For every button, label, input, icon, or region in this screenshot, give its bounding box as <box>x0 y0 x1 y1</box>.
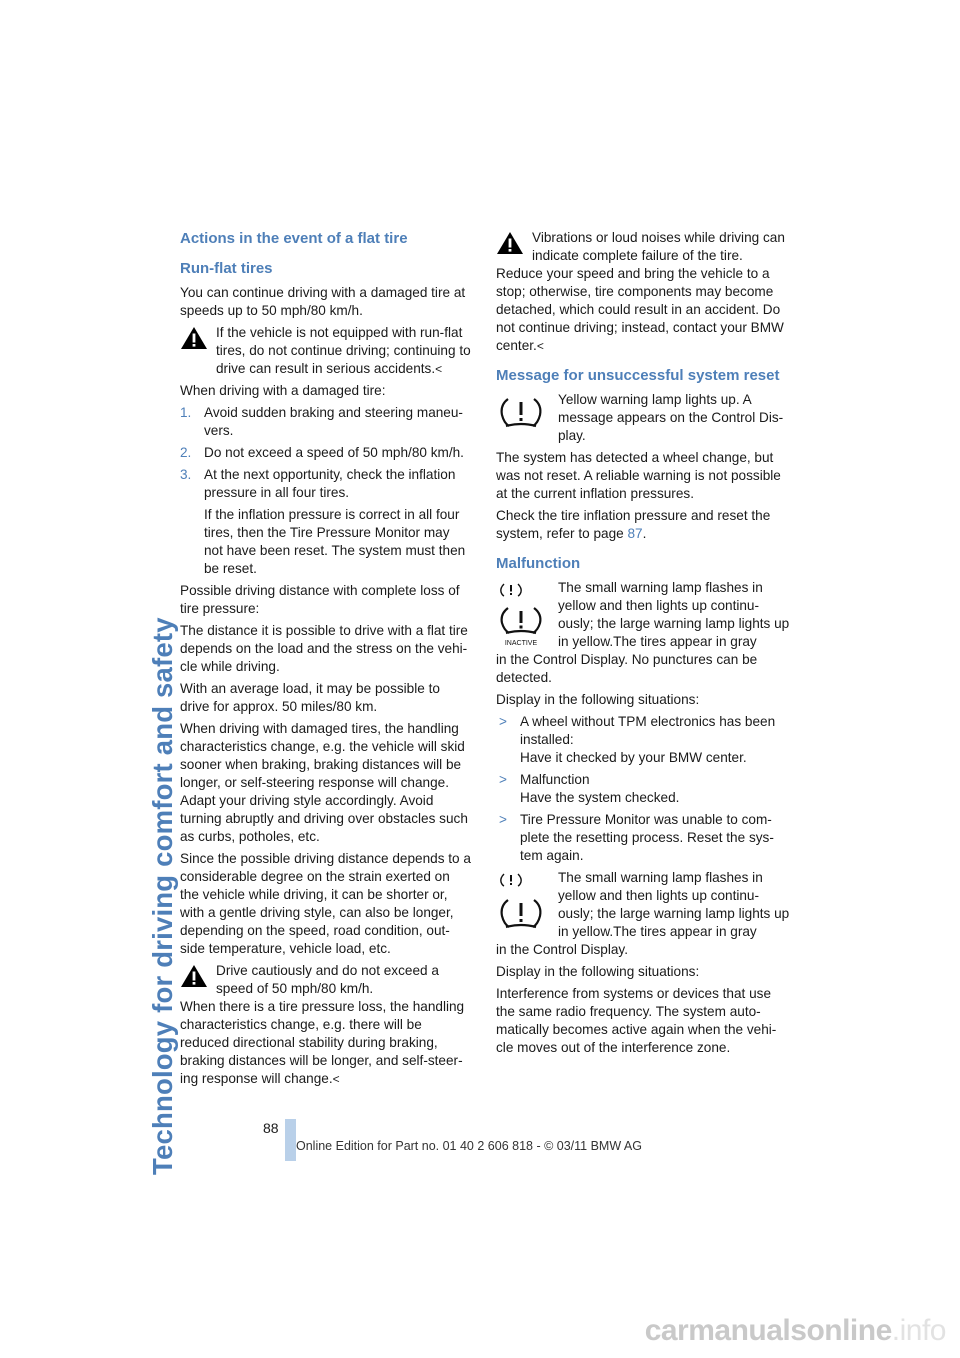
list-item <box>180 444 472 462</box>
inactive-label: INACTIVE <box>504 640 538 647</box>
paragraph: The distance it is possible to drive with a flat tire depends on the load and the stress on the vehi-cle while driving. <box>180 623 468 674</box>
section-heading: Actions in the event of a flat tire <box>180 230 408 247</box>
warning-text: Drive cautiously and do not exceed a speed of 50 mph/80 km/h. <box>216 963 439 996</box>
watermark <box>644 1314 946 1347</box>
list-item <box>180 466 472 578</box>
lamp-text: The small warning lamp flashes in yellow and then lights up continu-ously; the large warning lamp lights up in yellow.The tires appear in gray <box>558 580 790 649</box>
lamp-note <box>496 579 790 687</box>
warning-triangle-icon <box>496 231 524 255</box>
paragraph: When driving with a damaged tire: <box>180 383 386 398</box>
step-text: At the next opportunity, check the inflation pressure in all four tires. <box>204 467 456 500</box>
footer-bar <box>285 1119 296 1161</box>
warning-text: Vibrations or loud noises while driving can indicate complete failure of the tire. <box>532 230 785 263</box>
lamp-icon-group <box>496 871 546 937</box>
steps-list <box>180 404 472 578</box>
bullet-mark: > <box>499 714 507 729</box>
tpm-small-warning-icon <box>496 581 526 599</box>
subsection-heading: Message for unsuccessful system reset <box>496 367 780 384</box>
list-item <box>180 404 472 440</box>
bullet-mark: > <box>499 812 507 827</box>
bullet-mark: > <box>499 772 507 787</box>
list-item <box>496 771 790 807</box>
left-column <box>180 229 472 1092</box>
lamp-text-continuation: in the Control Display. <box>496 942 628 957</box>
lamp-note <box>496 391 790 445</box>
end-mark: < <box>536 339 544 353</box>
watermark-main: carmanualsonline <box>644 1314 892 1347</box>
paragraph: You can continue driving with a damaged tire at speeds up to 50 mph/80 km/h. <box>180 285 466 318</box>
bullet-text: Tire Pressure Monitor was unable to com-plete the resetting process. Reset the sys-tem again. <box>520 812 774 863</box>
bullet-text: A wheel without TPM electronics has been installed: <box>520 714 776 747</box>
paragraph: Since the possible driving distance depends to a considerable degree on the strain exerted on the vehicle while driving, it can be shorter or, with a gentle driving style, can also be longer, depending on the speed, road condition, out-side temperature, vehicle load, etc. <box>180 851 471 956</box>
page-number: 88 <box>263 1120 279 1136</box>
tpm-small-warning-icon <box>496 871 526 889</box>
paragraph: The system has detected a wheel change, but was not reset. A reliable warning is not possible at the current inflation pressures. <box>496 450 781 501</box>
bullet-line2: Have it checked by your BMW center. <box>520 750 747 765</box>
paragraph: Display in the following situations: <box>496 964 700 979</box>
warning-continuation <box>180 998 472 1088</box>
step-subtext: If the inflation pressure is correct in all four tires, then the Tire Pressure Monitor may not have been reset. The system must then be reset. <box>204 507 466 576</box>
right-column <box>496 229 790 1061</box>
end-mark: < <box>332 1072 340 1086</box>
end-mark: < <box>435 362 443 376</box>
tpm-warning-icon <box>496 894 546 932</box>
paragraph-text: Check the tire inflation pressure and reset the system, refer to page <box>496 508 771 541</box>
watermark-suffix: .info <box>891 1314 946 1347</box>
page-link[interactable]: 87 <box>627 526 643 541</box>
warning-note <box>496 229 790 355</box>
warning-note <box>180 324 472 378</box>
paragraph: Display in the following situations: <box>496 692 700 707</box>
step-text: Avoid sudden braking and steering maneu-vers. <box>204 405 463 438</box>
lamp-icon-group <box>496 393 546 436</box>
subsection-heading: Run-flat tires <box>180 260 273 277</box>
subsection-heading: Malfunction <box>496 555 581 572</box>
warning-triangle-icon <box>180 326 208 350</box>
warning-rest-text: When there is a tire pressure loss, the handling characteristics change, e.g. there will be reduced directional stability during braking, braking distances will be longer, and self-steer-ing response will change. <box>180 999 465 1086</box>
paragraph <box>496 507 790 543</box>
warning-triangle-icon <box>180 964 208 988</box>
lamp-text: The small warning lamp flashes in yellow and then lights up continu-ously; the large warning lamp lights up in yellow.The tires appear in gray <box>558 870 790 939</box>
bullet-line2: Have the system checked. <box>520 790 680 805</box>
paragraph: Possible driving distance with complete loss of tire pressure: <box>180 583 460 616</box>
list-item <box>496 811 790 865</box>
footer-text: Online Edition for Part no. 01 40 2 606 818 - © 03/11 BMW AG <box>296 1139 642 1153</box>
lamp-text: Yellow warning lamp lights up. A message appears on the Control Dis-play. <box>558 392 784 443</box>
warning-note <box>180 962 472 1088</box>
paragraph: Interference from systems or devices that use the same radio frequency. The system auto-matically becomes active again when the vehi-cle moves out of the interference zone. <box>496 986 777 1055</box>
paragraph: With an average load, it may be possible to drive for approx. 50 miles/80 km. <box>180 681 440 714</box>
sidebar-title-text: Technology for driving comfort and safety <box>147 617 178 1175</box>
situations-list <box>496 713 790 865</box>
warning-continuation <box>496 265 790 355</box>
step-number: 1. <box>180 405 192 420</box>
paragraph-tail: . <box>642 526 647 541</box>
lamp-icon-group <box>496 581 546 653</box>
lamp-text-continuation: in the Control Display. No punctures can be detected. <box>496 652 758 685</box>
bullet-text: Malfunction <box>520 772 590 787</box>
tpm-inactive-icon <box>496 604 546 648</box>
paragraph: When driving with damaged tires, the handling characteristics change, e.g. the vehicle will skid sooner when braking, braking distances will be longer, or self-steering response will change. Adapt your driving style accordingly. Avoid turning abruptly and driving over obstacles such as curbs, potholes, etc. <box>180 721 468 844</box>
warning-text: If the vehicle is not equipped with run-flat tires, do not continue driving; continuing to drive can result in serious accidents. <box>216 325 471 376</box>
lamp-note <box>496 869 790 959</box>
step-number: 3. <box>180 467 192 482</box>
tpm-warning-icon <box>496 393 546 431</box>
step-text: Do not exceed a speed of 50 mph/80 km/h. <box>204 445 464 460</box>
step-number: 2. <box>180 445 192 460</box>
list-item <box>496 713 790 767</box>
warning-rest-text: Reduce your speed and bring the vehicle to a stop; otherwise, tire components may become detached, which could result in an accident. Do not continue driving; instead, contact your BMW center. <box>496 266 784 353</box>
